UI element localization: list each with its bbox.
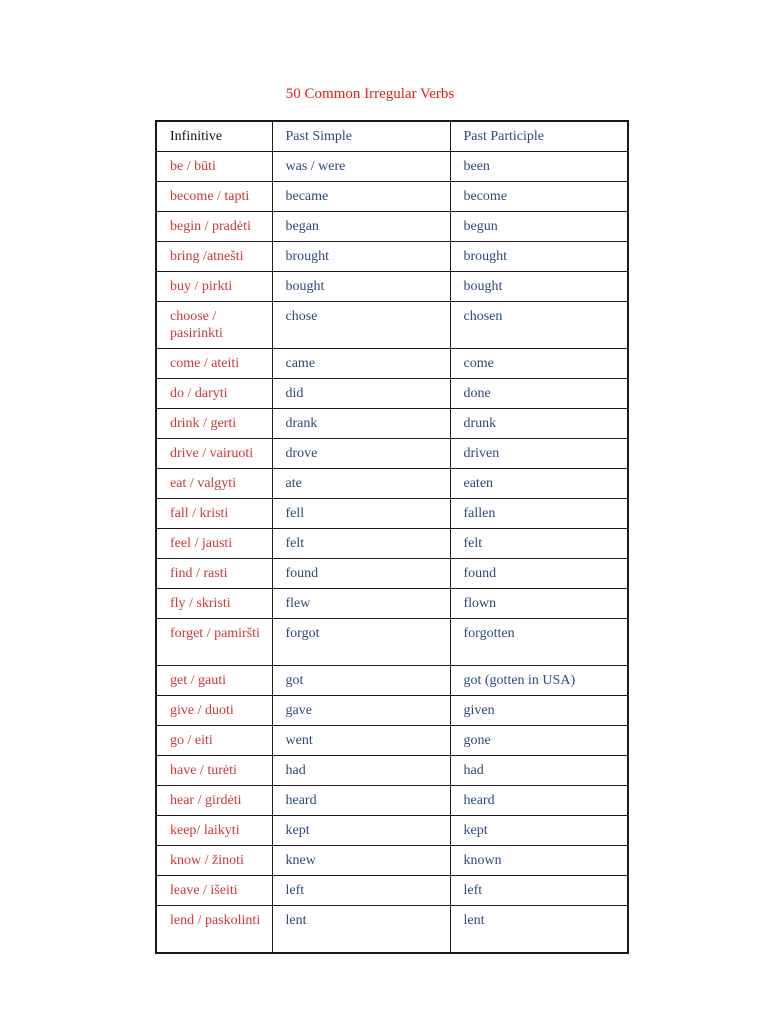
past-simple-cell: flew <box>272 589 450 619</box>
past-participle-cell: driven <box>450 439 628 469</box>
past-simple-cell: ate <box>272 469 450 499</box>
infinitive-cell: fall / kristi <box>156 499 272 529</box>
past-participle-cell: brought <box>450 242 628 272</box>
past-participle-cell: fallen <box>450 499 628 529</box>
table-row <box>156 379 628 409</box>
infinitive-cell: lend / paskolinti <box>156 906 272 954</box>
past-participle-cell: gone <box>450 726 628 756</box>
past-simple-cell: had <box>272 756 450 786</box>
table-row <box>156 152 628 182</box>
table-row <box>156 726 628 756</box>
table-row <box>156 589 628 619</box>
past-participle-cell: chosen <box>450 302 628 349</box>
infinitive-cell: go / eiti <box>156 726 272 756</box>
table-row <box>156 619 628 666</box>
infinitive-cell: eat / valgyti <box>156 469 272 499</box>
infinitive-cell: have / turėti <box>156 756 272 786</box>
past-participle-cell: found <box>450 559 628 589</box>
table-row <box>156 559 628 589</box>
past-simple-cell: brought <box>272 242 450 272</box>
infinitive-cell: choose / pasirinkti <box>156 302 272 349</box>
past-participle-cell: flown <box>450 589 628 619</box>
irregular-verbs-table <box>155 120 629 954</box>
past-simple-cell: left <box>272 876 450 906</box>
table-row <box>156 529 628 559</box>
table-row <box>156 409 628 439</box>
infinitive-cell: forget / pamiršti <box>156 619 272 666</box>
table-row <box>156 242 628 272</box>
table-row <box>156 499 628 529</box>
table-row <box>156 182 628 212</box>
past-participle-cell: kept <box>450 816 628 846</box>
infinitive-cell: hear / girdėti <box>156 786 272 816</box>
past-participle-cell: lent <box>450 906 628 954</box>
past-participle-cell: become <box>450 182 628 212</box>
header-past-simple: Past Simple <box>272 121 450 152</box>
past-simple-cell: bought <box>272 272 450 302</box>
past-participle-cell: left <box>450 876 628 906</box>
past-simple-cell: went <box>272 726 450 756</box>
table-row <box>156 816 628 846</box>
past-simple-cell: kept <box>272 816 450 846</box>
infinitive-cell: come / ateiti <box>156 349 272 379</box>
infinitive-cell: leave / išeiti <box>156 876 272 906</box>
past-participle-cell: had <box>450 756 628 786</box>
infinitive-cell: fly / skristi <box>156 589 272 619</box>
past-simple-cell: did <box>272 379 450 409</box>
infinitive-cell: give / duoti <box>156 696 272 726</box>
infinitive-cell: keep/ laikyti <box>156 816 272 846</box>
past-participle-cell: begun <box>450 212 628 242</box>
past-participle-cell: got (gotten in USA) <box>450 666 628 696</box>
infinitive-cell: drive / vairuoti <box>156 439 272 469</box>
past-participle-cell: known <box>450 846 628 876</box>
infinitive-cell: know / žinoti <box>156 846 272 876</box>
infinitive-cell: feel / jausti <box>156 529 272 559</box>
past-participle-cell: heard <box>450 786 628 816</box>
infinitive-cell: become / tapti <box>156 182 272 212</box>
past-simple-cell: began <box>272 212 450 242</box>
infinitive-cell: do / daryti <box>156 379 272 409</box>
past-simple-cell: became <box>272 182 450 212</box>
infinitive-cell: be / būti <box>156 152 272 182</box>
past-participle-cell: drunk <box>450 409 628 439</box>
infinitive-cell: find / rasti <box>156 559 272 589</box>
past-simple-cell: drank <box>272 409 450 439</box>
infinitive-cell: buy / pirkti <box>156 272 272 302</box>
past-simple-cell: fell <box>272 499 450 529</box>
past-participle-cell: bought <box>450 272 628 302</box>
table-row <box>156 349 628 379</box>
infinitive-cell: drink / gerti <box>156 409 272 439</box>
past-participle-cell: felt <box>450 529 628 559</box>
table-body <box>156 152 628 954</box>
table-row <box>156 469 628 499</box>
infinitive-cell: bring /atnešti <box>156 242 272 272</box>
table-row <box>156 786 628 816</box>
table-row <box>156 696 628 726</box>
header-infinitive: Infinitive <box>156 121 272 152</box>
past-participle-cell: forgotten <box>450 619 628 666</box>
past-simple-cell: gave <box>272 696 450 726</box>
table-row <box>156 666 628 696</box>
header-past-participle: Past Participle <box>450 121 628 152</box>
past-simple-cell: came <box>272 349 450 379</box>
table-row <box>156 302 628 349</box>
table-header-row <box>156 121 628 152</box>
table-row <box>156 439 628 469</box>
past-participle-cell: done <box>450 379 628 409</box>
past-simple-cell: knew <box>272 846 450 876</box>
page-title: 50 Common Irregular Verbs <box>285 86 455 102</box>
past-simple-cell: was / were <box>272 152 450 182</box>
infinitive-cell: get / gauti <box>156 666 272 696</box>
past-simple-cell: got <box>272 666 450 696</box>
past-simple-cell: forgot <box>272 619 450 666</box>
past-simple-cell: drove <box>272 439 450 469</box>
table-row <box>156 876 628 906</box>
past-simple-cell: chose <box>272 302 450 349</box>
past-simple-cell: lent <box>272 906 450 954</box>
table-row <box>156 756 628 786</box>
past-simple-cell: heard <box>272 786 450 816</box>
past-participle-cell: been <box>450 152 628 182</box>
past-participle-cell: eaten <box>450 469 628 499</box>
infinitive-cell: begin / pradėti <box>156 212 272 242</box>
past-simple-cell: felt <box>272 529 450 559</box>
table-row <box>156 212 628 242</box>
table-row <box>156 906 628 954</box>
past-participle-cell: given <box>450 696 628 726</box>
past-participle-cell: come <box>450 349 628 379</box>
table-row <box>156 272 628 302</box>
past-simple-cell: found <box>272 559 450 589</box>
table-row <box>156 846 628 876</box>
